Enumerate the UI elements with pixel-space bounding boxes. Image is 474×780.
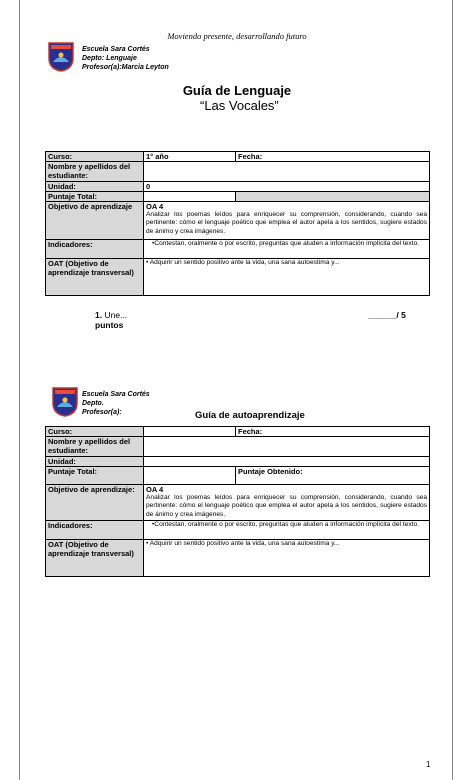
oat-label: OAT (Objetivo de aprendizaje transversal)	[46, 540, 144, 577]
puntaje-obtenido-label[interactable]: Puntaje Obtenido:	[236, 467, 430, 485]
school-dept: Depto: Lenguaje	[82, 55, 137, 62]
nombre-field[interactable]	[144, 162, 430, 182]
student-info-table-2	[45, 426, 430, 577]
objetivo-code: OA 4	[146, 485, 164, 494]
indicadores-label: Indicadores:	[46, 240, 144, 259]
indicadores-label: Indicadores:	[46, 521, 144, 540]
guide-subtitle: “Las Vocales”	[200, 98, 279, 113]
school-logo	[52, 387, 78, 417]
unidad-label: Unidad:	[46, 182, 144, 192]
school-dept: Depto.	[82, 400, 104, 407]
puntaje-extra	[236, 192, 430, 202]
curso-label: Curso:	[46, 427, 144, 437]
fecha-label[interactable]: Fecha:	[236, 152, 430, 162]
nombre-label: Nombre y apellidos del estudiante:	[46, 437, 144, 457]
puntaje-label: Puntaje Total:	[46, 467, 144, 485]
student-info-table-1	[45, 151, 430, 296]
header-motto: Moviendo presente, desarrollando futuro	[167, 31, 307, 41]
nombre-label: Nombre y apellidos del estudiante:	[46, 162, 144, 182]
question-1	[95, 310, 127, 320]
curso-label: Curso:	[46, 152, 144, 162]
objetivo-cell	[144, 485, 430, 521]
objetivo-text: Analizar los poemas leídos para enriquecer su comprensión, considerando, cuando sea pertinente: cómo el lenguaje poético que emplea el autor apela a los sentidos, sugiere estados de ánimo y crea imágenes.	[146, 494, 427, 518]
objetivo-cell	[144, 202, 430, 240]
oat-text: • Adquirir un sentido positivo ante la vida, una sana autoestima y...	[144, 540, 430, 577]
school-info-2	[82, 390, 150, 417]
oat-label: OAT (Objetivo de aprendizaje transversal)	[46, 259, 144, 296]
nombre-field[interactable]	[144, 437, 430, 457]
school-teacher: Profesor(a):	[82, 409, 122, 416]
question-number: 1.	[95, 310, 103, 320]
objetivo-label: Objetivo de aprendizaje	[46, 202, 144, 240]
school-logo	[48, 42, 74, 72]
question-points: puntos	[95, 320, 124, 330]
puntaje-label: Puntaje Total:	[46, 192, 144, 202]
unidad-value[interactable]: 0	[144, 182, 430, 192]
school-teacher: Profesor(a):Marcia Leyton	[82, 64, 169, 71]
objetivo-text: Analizar los poemas leídos para enriquecer su comprensión, considerando, cuando sea pertinente: cómo el lenguaje poético que emplea el autor apela a los sentidos, sugiere estados de ánimo y crea imágenes.	[146, 211, 427, 235]
indicadores-text: •Contestan, oralmente o por escrito, preguntas que aluden a información implícita del texto.	[144, 521, 430, 540]
curso-field[interactable]	[144, 427, 236, 437]
guide-title: Guía de Lenguaje	[182, 83, 292, 98]
page-number: 1	[426, 760, 431, 769]
indicadores-text: •Contestan, oralmente o por escrito, preguntas que aluden a información implícita del texto.	[144, 240, 430, 259]
unidad-label: Unidad:	[46, 457, 144, 467]
question-text: Une...	[104, 310, 128, 320]
objetivo-code: OA 4	[146, 202, 164, 211]
question-score[interactable]: ______/ 5	[368, 310, 406, 320]
school-name: Escuela Sara Cortés	[82, 46, 150, 53]
puntaje-field[interactable]	[144, 467, 236, 485]
unidad-field[interactable]	[144, 457, 430, 467]
oat-text: • Adquirir un sentido positivo ante la vida, una sana autoestima y...	[144, 259, 430, 296]
guide-title-2: Guía de autoaprendizaje	[195, 410, 305, 421]
puntaje-field[interactable]	[144, 192, 236, 202]
school-info-1	[82, 45, 169, 72]
curso-value[interactable]: 1° año	[144, 152, 236, 162]
fecha-label[interactable]: Fecha:	[236, 427, 430, 437]
school-name: Escuela Sara Cortés	[82, 391, 150, 398]
objetivo-label: Objetivo de aprendizaje:	[46, 485, 144, 521]
